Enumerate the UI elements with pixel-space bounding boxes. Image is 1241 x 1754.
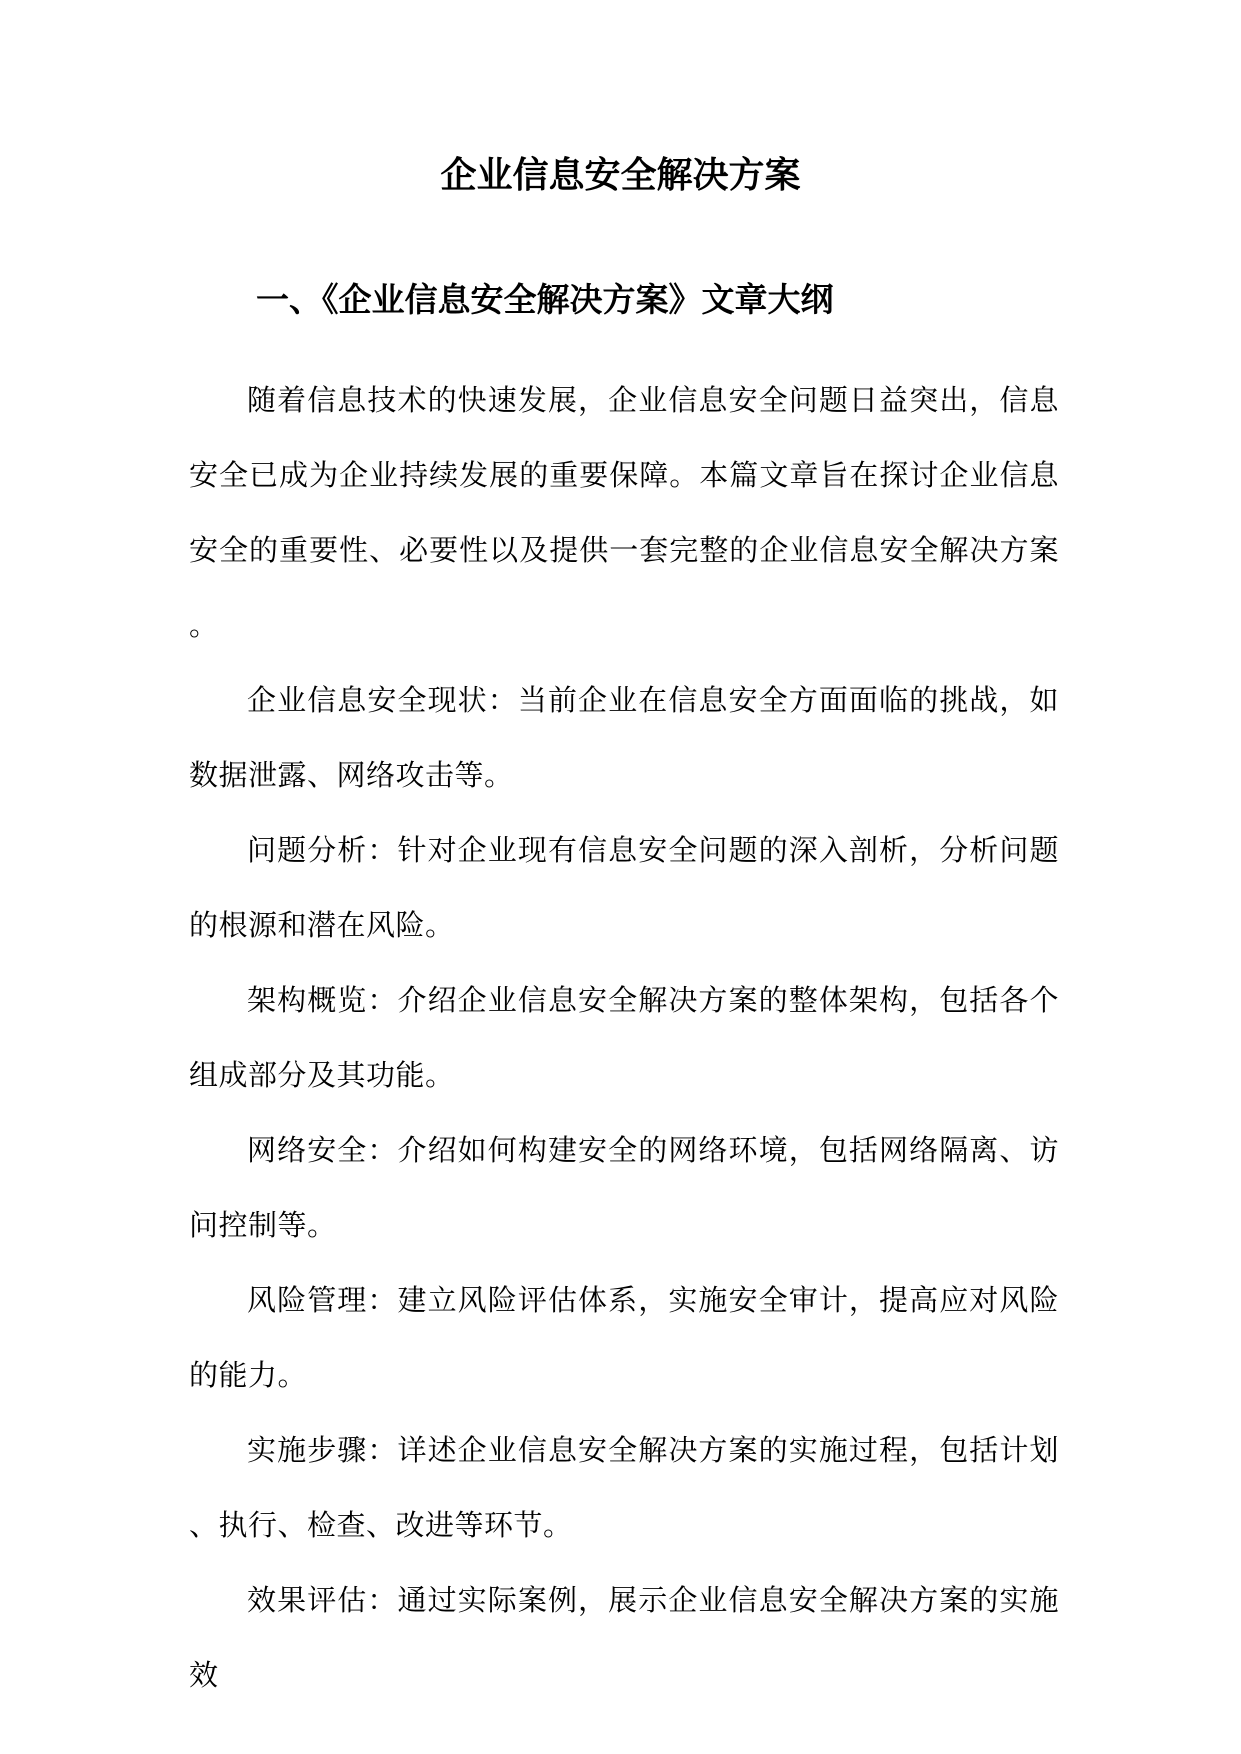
document-title: 企业信息安全解决方案 (440, 154, 801, 196)
section-heading: 一、《企业信息安全解决方案》文章大纲 (256, 280, 834, 319)
paragraph-network-security: 网络安全：介绍如何构建安全的网络环境，包括网络隔离、访问控制等。 (189, 1133, 1059, 1242)
paragraph-analysis: 问题分析：针对企业现有信息安全问题的深入剖析，分析问题的根源和潜在风险。 (189, 833, 1059, 942)
paragraph-architecture: 架构概览：介绍企业信息安全解决方案的整体架构，包括各个组成部分及其功能。 (189, 983, 1059, 1092)
paragraph-evaluation: 效果评估：通过实际案例，展示企业信息安全解决方案的实施效 (189, 1583, 1059, 1692)
paragraph-implementation: 实施步骤：详述企业信息安全解决方案的实施过程，包括计划、执行、检查、改进等环节。 (189, 1433, 1059, 1542)
paragraph-status: 企业信息安全现状：当前企业在信息安全方面面临的挑战，如数据泄露、网络攻击等。 (189, 683, 1059, 792)
document-body (189, 363, 1059, 1713)
paragraph-risk-management: 风险管理：建立风险评估体系，实施安全审计，提高应对风险的能力。 (189, 1283, 1059, 1392)
paragraph-intro: 随着信息技术的快速发展，企业信息安全问题日益突出，信息安全已成为企业持续发展的重要保障。本篇文章旨在探讨企业信息安全的重要性、必要性以及提供一套完整的企业信息安全解决方案。 (189, 383, 1059, 642)
